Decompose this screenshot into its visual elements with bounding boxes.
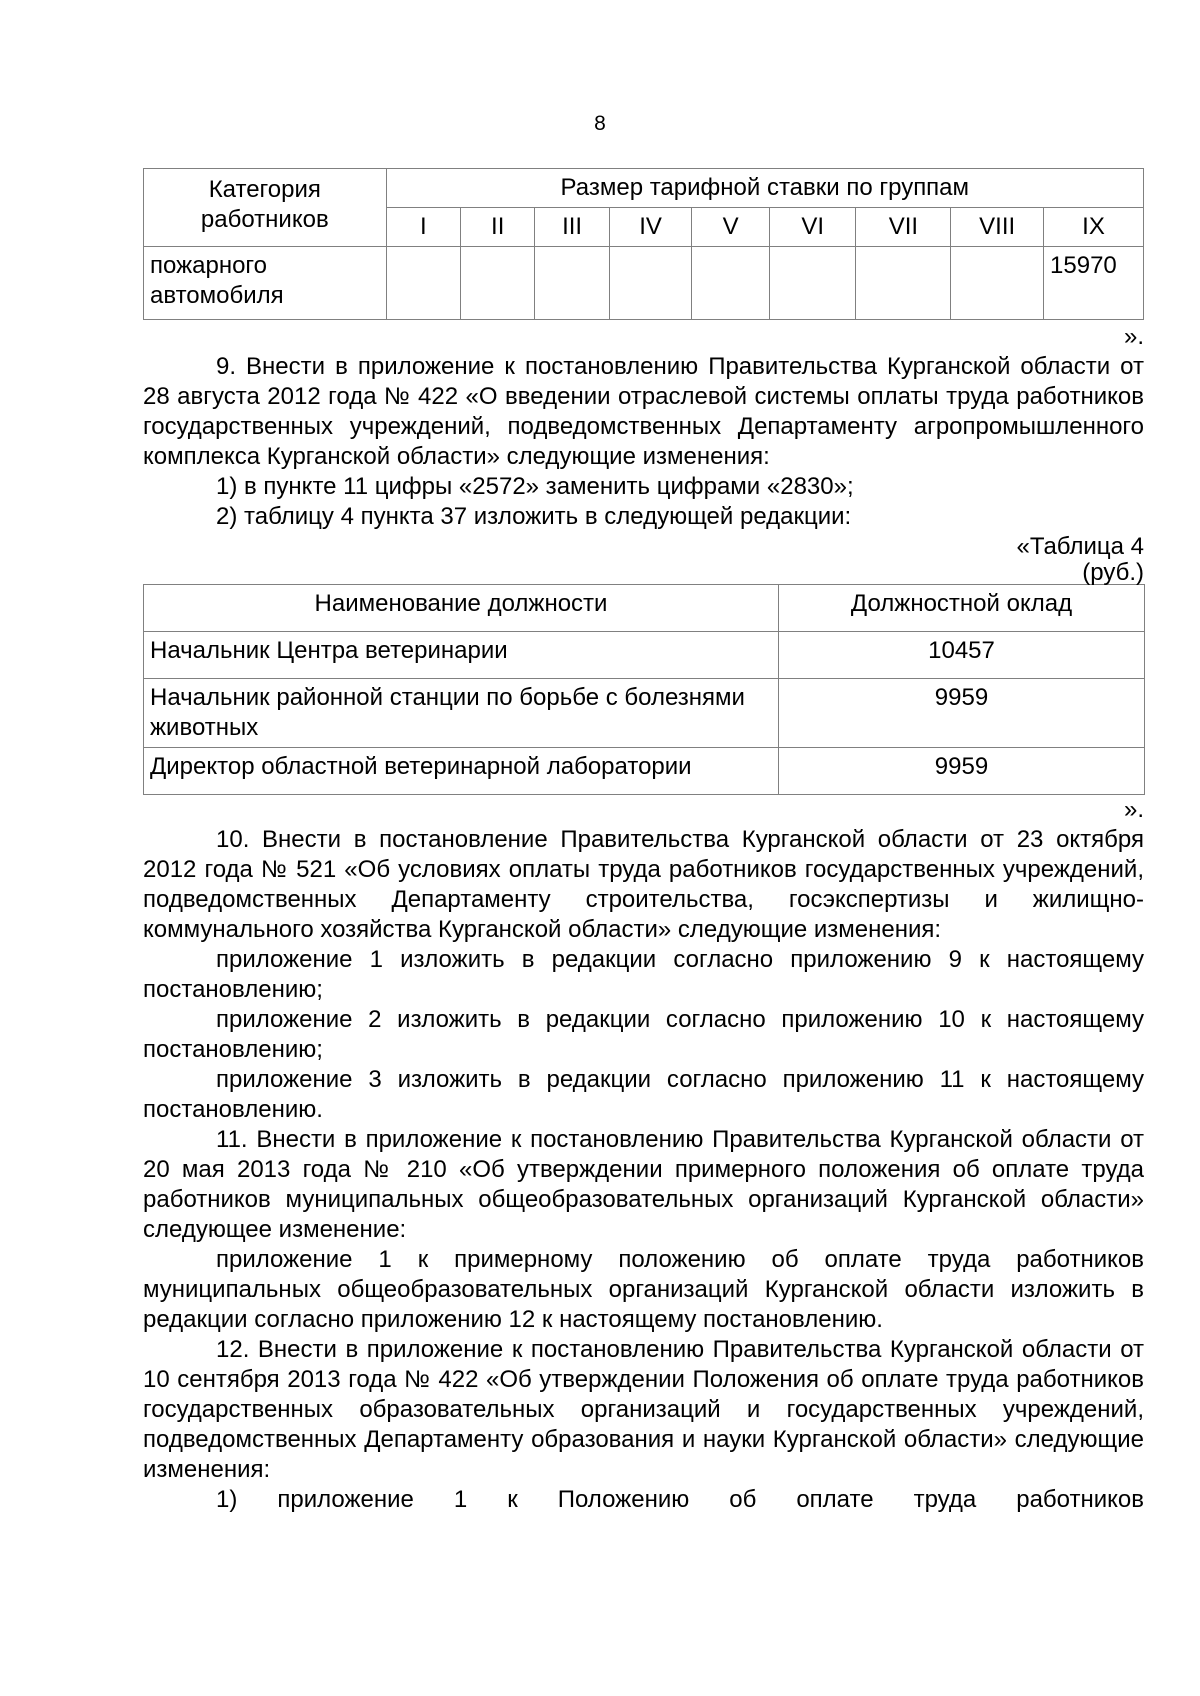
group-header: I xyxy=(386,208,460,247)
group-header: III xyxy=(535,208,609,247)
section-11-intro: 11. Внести в приложение к постановлению Правительства Курганской области от 20 мая 2013 года № 210 «Об утверждении примерного положения об оплате труда работников муниципальных общеобразовательных организаций Курганской области» следующее изменение: xyxy=(143,1126,1144,1243)
position-name: Начальник районной станции по борьбе с болезнями животных xyxy=(144,679,779,748)
group-header: II xyxy=(461,208,535,247)
group-header: VII xyxy=(856,208,951,247)
table-cell: 15970 xyxy=(1044,247,1144,320)
salary-table xyxy=(143,584,1145,795)
table-row xyxy=(144,679,1145,748)
group-header: VIII xyxy=(951,208,1044,247)
table-row xyxy=(144,247,1144,320)
group-header: IV xyxy=(609,208,692,247)
section-12-intro: 12. Внести в приложение к постановлению Правительства Курганской области от 10 сентября 2013 года № 422 «Об утверждении Положения об оплате труда работников государственных образовательных организаций и государственных учреждений, подведомственных Департаменту образования и науки Курганской области» следующие изменения: xyxy=(143,1336,1144,1483)
table-row xyxy=(144,748,1145,795)
quote-close: ». xyxy=(1123,323,1144,350)
section-11-item-1: приложение 1 к примерному положению об оплате труда работников муниципальных общеобразовательных организаций Курганской области изложить в редакции согласно приложению 12 к настоящему постановлению. xyxy=(143,1246,1144,1333)
group-header: V xyxy=(692,208,769,247)
table-cell xyxy=(386,247,460,320)
group-header: IX xyxy=(1044,208,1144,247)
table-cell xyxy=(461,247,535,320)
table-cell xyxy=(609,247,692,320)
section-10-item-3: приложение 3 изложить в редакции согласно приложению 11 к настоящему постановлению. xyxy=(143,1066,1144,1123)
position-name: Начальник Центра ветеринарии xyxy=(144,632,779,679)
row-category: пожарного автомобиля xyxy=(144,247,387,320)
table-cell xyxy=(692,247,769,320)
section-10-item-2: приложение 2 изложить в редакции согласно приложению 10 к настоящему постановлению; xyxy=(143,1006,1144,1063)
group-header: VI xyxy=(769,208,856,247)
section-9-intro: 9. Внести в приложение к постановлению Правительства Курганской области от 28 августа 2012 года № 422 «О введении отраслевой системы оплаты труда работников государственных учреждений, подведомственных Департаменту агропромышленного комплекса Курганской области» следующие изменения: xyxy=(143,353,1144,470)
section-9-item-1: 1) в пункте 11 цифры «2572» заменить цифрами «2830»; xyxy=(216,473,854,500)
salary-value: 9959 xyxy=(779,679,1145,748)
tariff-table xyxy=(143,168,1144,320)
section-10-item-1: приложение 1 изложить в редакции согласно приложению 9 к настоящему постановлению; xyxy=(143,946,1144,1003)
position-name: Директор областной ветеринарной лаборатории xyxy=(144,748,779,795)
quote-close: ». xyxy=(1123,796,1144,823)
table-cell xyxy=(951,247,1044,320)
table-caption: «Таблица 4 xyxy=(1016,533,1144,560)
table-cell xyxy=(856,247,951,320)
header-category: Категория работников xyxy=(144,169,387,247)
tariff-table-block xyxy=(143,168,1144,1515)
salary-value: 9959 xyxy=(779,748,1145,795)
header-position: Наименование должности xyxy=(144,585,779,632)
header-salary: Должностной оклад xyxy=(779,585,1145,632)
table-row xyxy=(144,632,1145,679)
table-cell xyxy=(535,247,609,320)
section-12-item-1: 1) приложение 1 к Положению об оплате труда работников xyxy=(216,1486,1144,1513)
section-9-item-2: 2) таблицу 4 пункта 37 изложить в следующей редакции: xyxy=(216,503,852,530)
header-rate: Размер тарифной ставки по группам xyxy=(386,169,1143,208)
salary-value: 10457 xyxy=(779,632,1145,679)
table-cell xyxy=(769,247,856,320)
page-number: 8 xyxy=(594,112,606,135)
table-unit: (руб.) xyxy=(1082,559,1144,586)
section-10-intro: 10. Внести в постановление Правительства Курганской области от 23 октября 2012 года № 521 «Об условиях оплаты труда работников государственных учреждений, подведомственных Департаменту строительства, госэкспертизы и жилищно-коммунального хозяйства Курганской области» следующие изменения: xyxy=(143,826,1144,943)
